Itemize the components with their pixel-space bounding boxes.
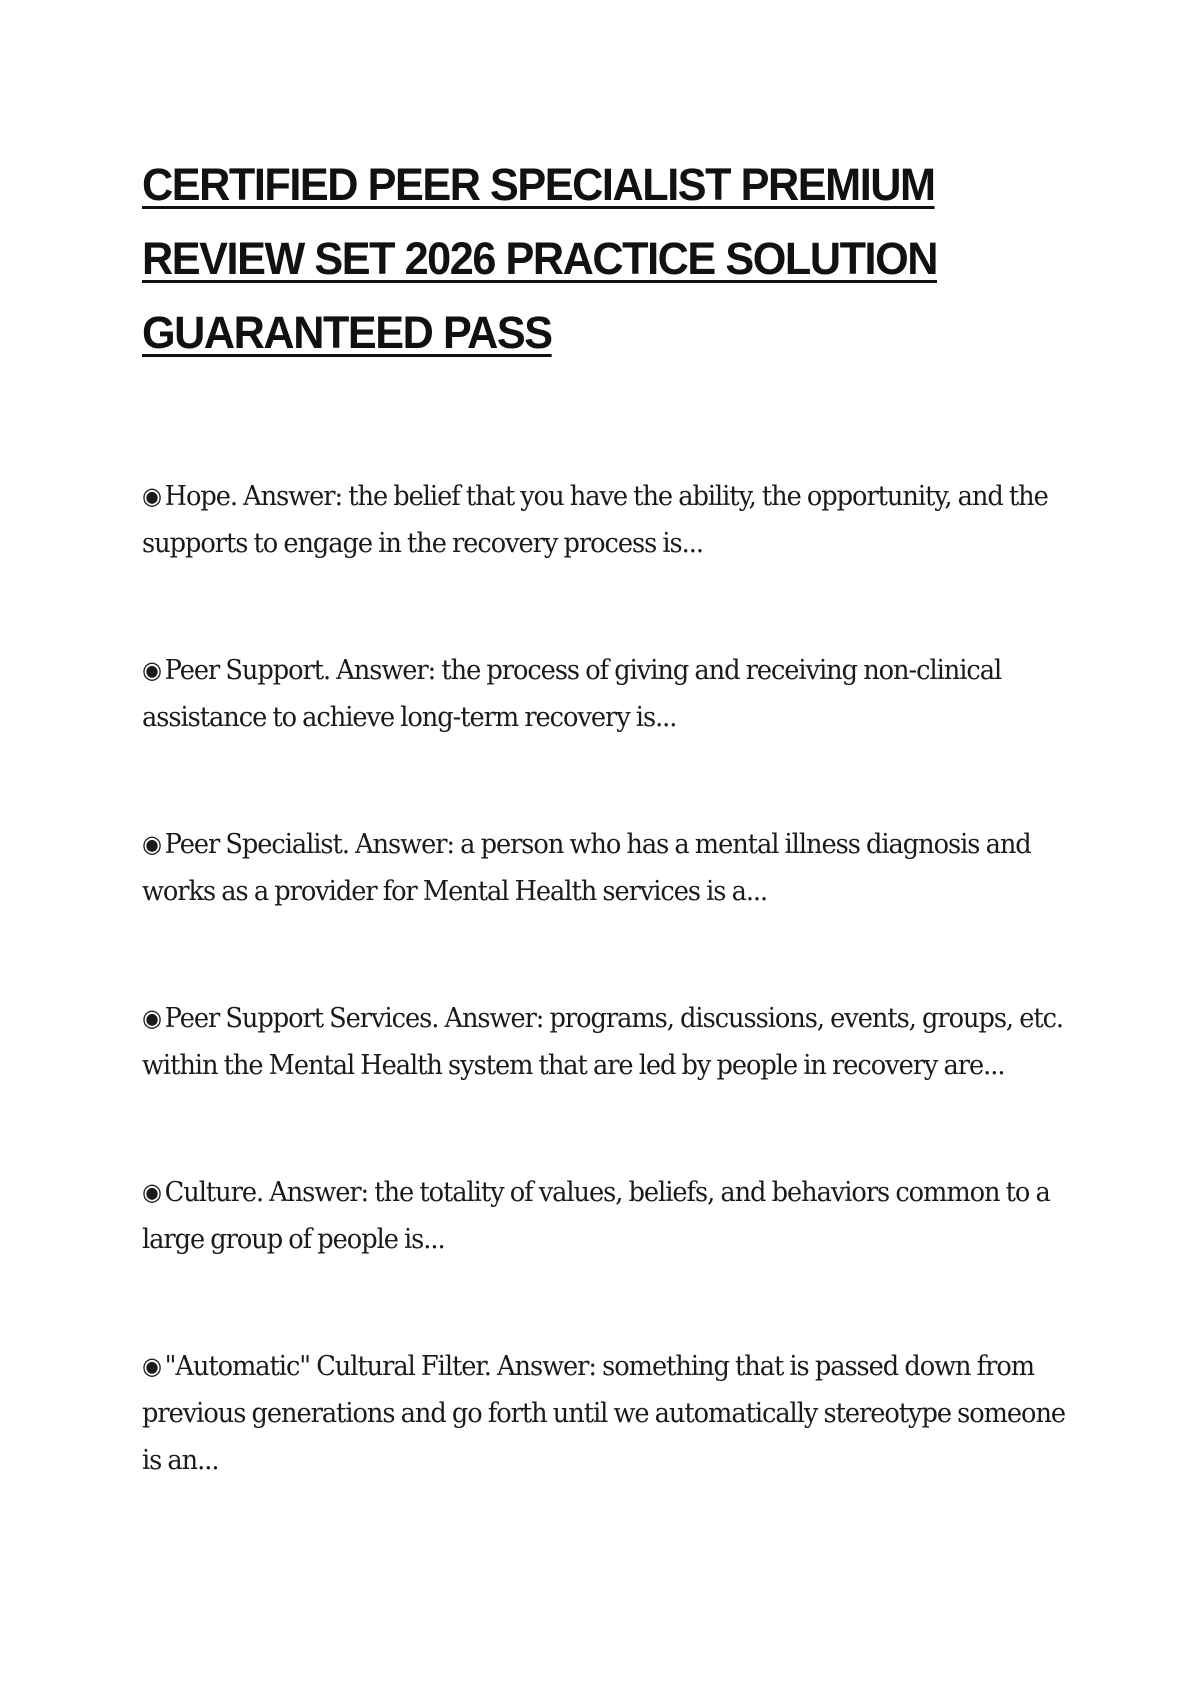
qa-text: "Automatic" Cultural Filter. Answer: something that is passed down from previous generations and go forth until we automatically stereotype someone is an... <box>142 1351 1066 1476</box>
qa-text: Hope. Answer: the belief that you have the ability, the opportunity, and the supports to engage in the recovery process is... <box>142 481 1048 559</box>
document-title: CERTIFIED PEER SPECIALIST PREMIUM REVIEW SET 2026 PRACTICE SOLUTION GUARANTEED PASS <box>142 159 938 358</box>
qa-text: Peer Support. Answer: the process of giving and receiving non-clinical assistance to achieve long-term recovery is... <box>142 655 1002 733</box>
qa-item-hope <box>142 473 1083 567</box>
qa-text: Peer Specialist. Answer: a person who has a mental illness diagnosis and works as a provider for Mental Health services is a... <box>142 829 1031 907</box>
radio-bullet-icon: ◉ <box>142 830 161 858</box>
qa-item-culture <box>142 1169 1083 1263</box>
qa-item-peer-support <box>142 647 1083 741</box>
radio-bullet-icon: ◉ <box>142 656 161 684</box>
qa-item-peer-support-services <box>142 995 1083 1089</box>
qa-text: Culture. Answer: the totality of values, beliefs, and behaviors common to a large group of people is... <box>142 1177 1050 1255</box>
qa-text: Peer Support Services. Answer: programs, discussions, events, groups, etc. within the Mental Health system that are led by people in recovery are... <box>142 1003 1064 1081</box>
qa-list <box>142 473 1082 1564</box>
radio-bullet-icon: ◉ <box>142 482 161 510</box>
radio-bullet-icon: ◉ <box>142 1352 161 1380</box>
radio-bullet-icon: ◉ <box>142 1178 161 1206</box>
qa-item-automatic-cultural-filter <box>142 1343 1083 1484</box>
radio-bullet-icon: ◉ <box>142 1004 161 1032</box>
qa-item-peer-specialist <box>142 821 1083 915</box>
